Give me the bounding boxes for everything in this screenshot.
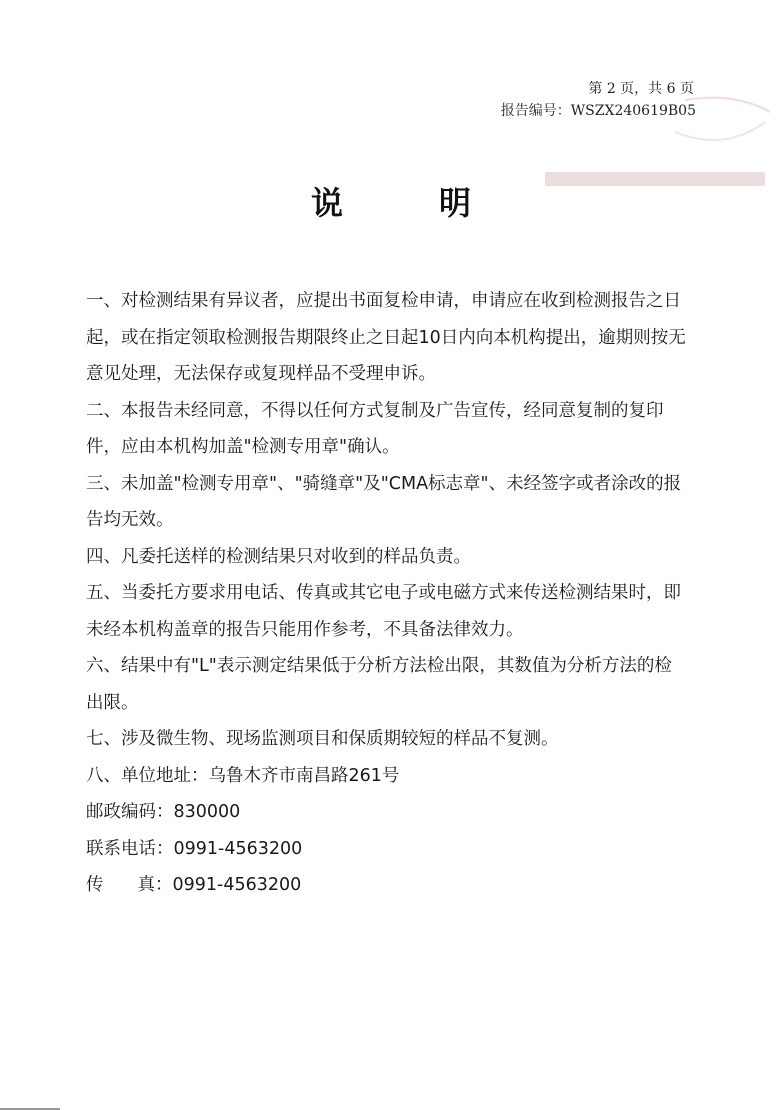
title-char-1: 说	[310, 184, 343, 222]
phone-value: 0991-4563200	[173, 838, 303, 859]
phone-label: 联系电话：	[86, 838, 174, 859]
report-number: 报告编号：WSZX240619B05	[500, 103, 696, 119]
page-header	[501, 78, 696, 122]
fax-row	[86, 867, 686, 904]
list-item: 八、单位地址：乌鲁木齐市南昌路261号	[86, 765, 400, 786]
fax-label-part2: 真：	[137, 875, 173, 895]
postal-code-label: 邮政编码：	[86, 802, 174, 822]
postal-code-value: 830000	[173, 802, 241, 822]
list-item: 四、凡委托送样的检测结果只对收到的样品负责。	[86, 546, 471, 567]
title-char-2: 明	[439, 184, 472, 222]
list-item: 六、结果中有"L"表示测定结果低于分析方法检出限，其数值为分析方法的检出限。	[86, 656, 672, 713]
page-title	[0, 178, 782, 224]
postal-code-row	[86, 794, 686, 831]
page-number: 第 2 页，共 6 页	[588, 81, 694, 97]
list-item: 一、对检测结果有异议者，应提出书面复检申请，申请应在收到检测报告之日起，或在指定领取检测报告期限终止之日起10日内向本机构提出，逾期则按无意见处理，无法保存或复现样品不受理申诉。	[86, 291, 686, 384]
list-item: 三、未加盖"检测专用章"、"骑缝章"及"CMA标志章"、未经签字或者涂改的报告均无效。	[86, 473, 682, 530]
fax-value: 0991-4563200	[172, 875, 302, 895]
list-item: 二、本报告未经同意，不得以任何方式复制及广告宣传，经同意复制的复印件，应由本机构加盖"检测专用章"确认。	[86, 400, 664, 457]
instructions-body	[86, 283, 686, 904]
list-item: 七、涉及微生物、现场监测项目和保质期较短的样品不复测。	[86, 729, 559, 749]
list-item: 五、当委托方要求用电话、传真或其它电子或电磁方式来传送检测结果时，即未经本机构盖章的报告只能用作参考，不具备法律效力。	[86, 583, 681, 640]
fax-label-part1: 传	[86, 875, 104, 895]
phone-row	[86, 831, 686, 868]
